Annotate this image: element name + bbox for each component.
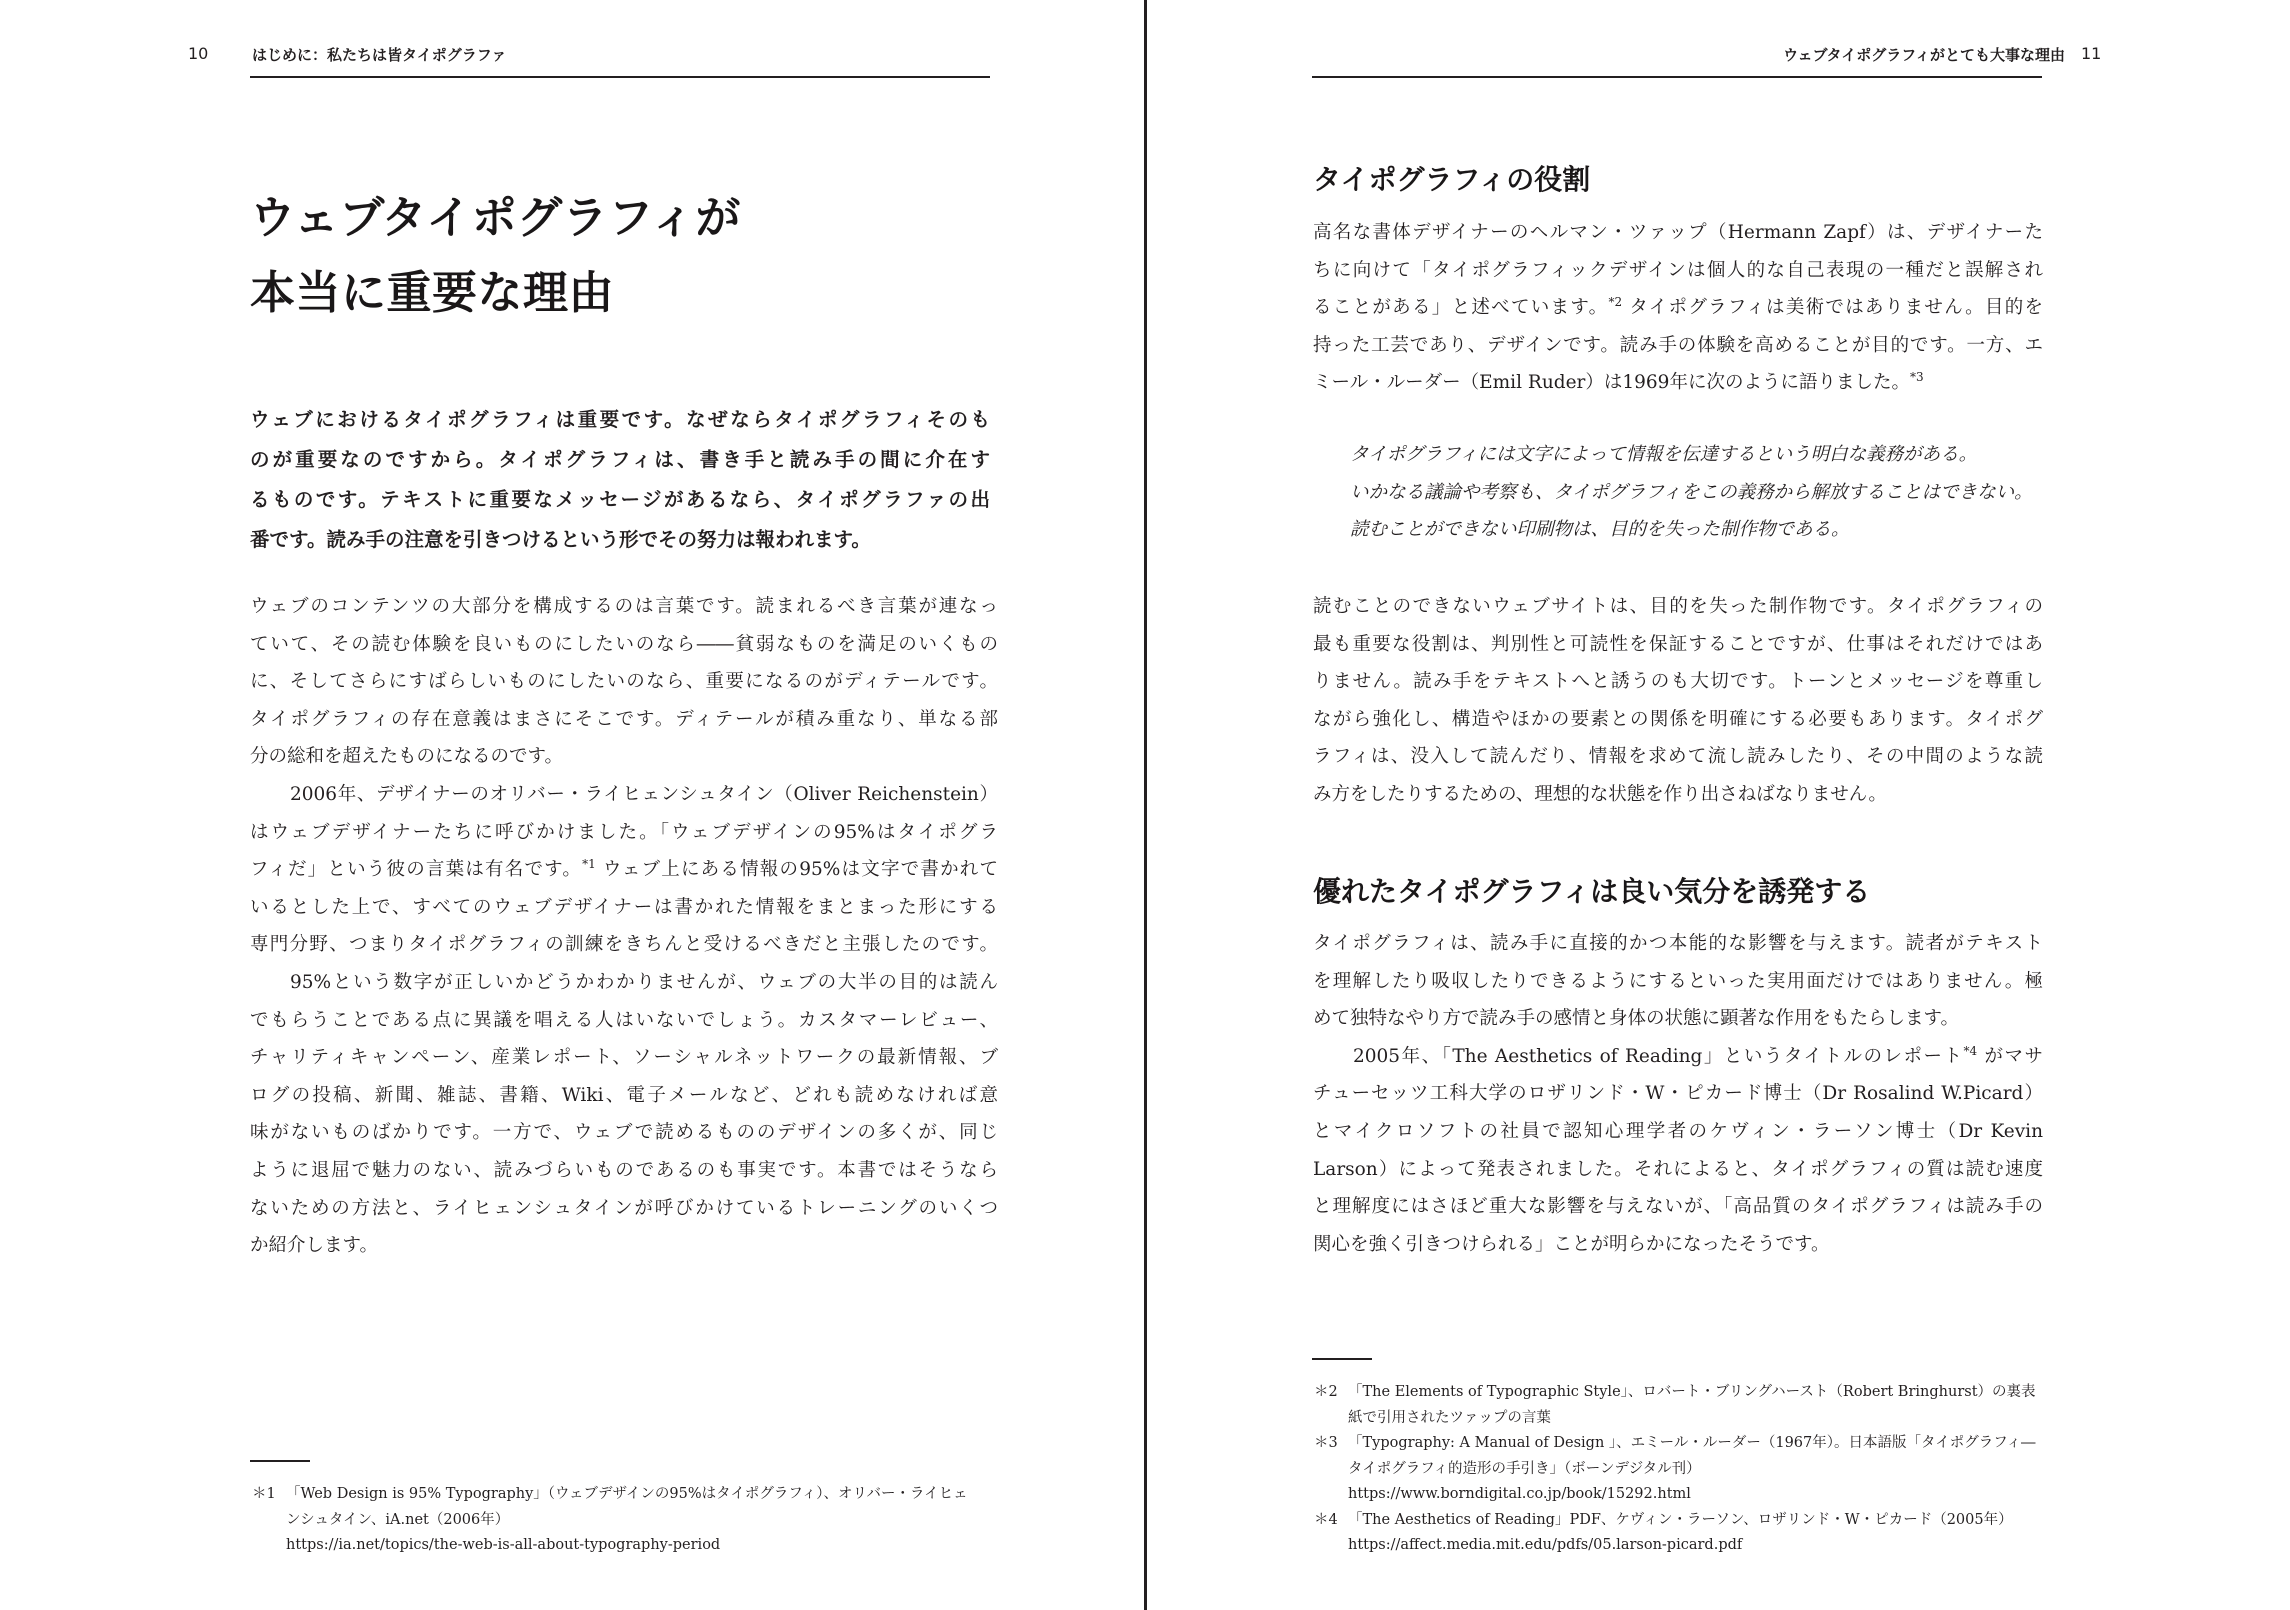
footnote-4-url-row xyxy=(1314,1533,2084,1559)
body-line: に、そしてさらにすばらしいものにしたいのなら、重要になるのがディテールです。 xyxy=(250,671,998,693)
body-line: か紹介します。 xyxy=(250,1235,379,1257)
body-line: Larson）によって発表されました。それによると、タイポグラフィの質は読む速度 xyxy=(1313,1158,2043,1180)
footnote-mark: ＊1 xyxy=(252,1486,276,1502)
footnote-3-cont xyxy=(1314,1457,2084,1483)
body-line: み方をしたりするための、理想的な状態を作り出さねばなりません。 xyxy=(1313,783,1887,805)
chapter-title-line: ウェブタイポグラフィが xyxy=(250,191,742,244)
body-line xyxy=(250,851,998,889)
section-heading-mood: 優れたタイポグラフィは良い気分を誘発する xyxy=(1313,875,1871,908)
body-line: ラフィは、没入して読んだり、情報を求めて流し読みしたり、その中間のような読 xyxy=(1313,746,2043,768)
body-line: と理解度にはさほど重大な影響を与えないが、「高品質のタイポグラフィは読み手の xyxy=(1313,1196,2043,1218)
body-text: タイポグラフィは美術ではありません。目的を xyxy=(1629,297,2043,319)
block-quote xyxy=(1350,436,2070,549)
body-line: いるとした上で、すべてのウェブデザイナーは書かれた情報をまとまった形にする xyxy=(250,896,998,918)
footnote-rule-right xyxy=(1312,1358,1372,1360)
chapter-title xyxy=(250,180,741,330)
body-line: ように退屈で魅力のない、読みづらいものであるのも事実です。本書ではそうなら xyxy=(250,1159,998,1181)
section-heading-role: タイポグラフィの役割 xyxy=(1313,163,1591,196)
footnote-rule-left xyxy=(250,1460,310,1462)
body-text: がマサ xyxy=(1984,1045,2043,1067)
body-text-left xyxy=(250,588,998,1265)
footnote-url-link[interactable]: https://ia.net/topics/the-web-is-all-about-typography-period xyxy=(286,1537,721,1553)
body-text-right-3 xyxy=(1313,925,2043,1263)
body-line: ログの投稿、新聞、雑誌、書籍、Wiki、電子メールなど、どれも読めなければ意 xyxy=(250,1084,998,1106)
footnote-mark: ＊2 xyxy=(1314,1384,1338,1400)
body-line: 高名な書体デザイナーのヘルマン・ツァップ（Hermann Zapf）は、デザイナーた xyxy=(1313,222,2043,243)
body-line: ちに向けて「タイポグラフィックデザインは個人的な自己表現の一種だと誤解され xyxy=(1313,259,2043,281)
body-text: フィだ」という彼の言葉は有名です。 xyxy=(250,859,583,881)
footnote-url-link[interactable]: https://www.borndigital.co.jp/book/15292.html xyxy=(1348,1486,1691,1502)
running-head-right: ウェブタイポグラフィがとても大事な理由 xyxy=(1783,46,2065,64)
footnote-text: ンシュタイン、iA.net（2006年） xyxy=(286,1511,510,1528)
footnote-text: 「Typography: A Manual of Design 」、エミール・ルーダー（1967年）。日本語版「タイポグラフィ― xyxy=(1348,1435,2036,1451)
footnote-2-cont xyxy=(1314,1406,2084,1432)
body-line: 95%という数字が正しいかどうかわかりませんが、ウェブの大半の目的は読ん xyxy=(290,971,998,993)
lead-paragraph xyxy=(250,400,990,560)
body-text: ることがある」と述べています。 xyxy=(1313,297,1609,319)
page-number-right: 11 xyxy=(2081,44,2102,63)
body-line: 読むことのできないウェブサイトは、目的を失った制作物です。タイポグラフィの xyxy=(1313,596,2043,617)
footnote-ref[interactable]: *4 xyxy=(1963,1043,1978,1058)
footnote-3 xyxy=(1314,1431,2084,1457)
quote-line: いかなる議論や考察も、タイポグラフィをこの義務から解放することはできない。 xyxy=(1350,481,2033,503)
body-line: 味がないものばかりです。一方で、ウェブで読めるもののデザインの多くが、同じ xyxy=(250,1122,998,1144)
footnote-text: 「The Elements of Typographic Style」、ロバート・ブリングハースト（Robert Bringhurst）の裏表 xyxy=(1348,1384,2036,1400)
body-line: 持った工芸であり、デザインです。読み手の体験を高めることが目的です。一方、エ xyxy=(1313,334,2043,356)
body-text-right-2 xyxy=(1313,588,2043,814)
footnote-text: タイポグラフィ的造形の手引き」（ボーンデジタル刊） xyxy=(1348,1460,1701,1477)
body-text: ウェブ上にある情報の95%は文字で書かれて xyxy=(602,859,998,881)
body-line: でもらうことである点に異議を唱える人はいないでしょう。カスタマーレビュー、 xyxy=(250,1009,998,1031)
body-line: チューセッツ工科大学のロザリンド・W・ピカード博士（Dr Rosalind W.Picard） xyxy=(1313,1083,2043,1105)
body-line: とマイクロソフトの社員で認知心理学者のケヴィン・ラーソン博士（Dr Kevin xyxy=(1313,1120,2043,1142)
footnote-2 xyxy=(1314,1380,2084,1406)
body-line xyxy=(1313,1038,2043,1076)
chapter-title-line: 本当に重要な理由 xyxy=(250,266,615,319)
lead-line: るものです。テキストに重要なメッセージがあるなら、タイポグラファの出 xyxy=(250,488,990,511)
footnote-4 xyxy=(1314,1508,2084,1534)
footnote-text: 「The Aesthetics of Reading」PDF、ケヴィン・ラーソン、ロザリンド・W・ピカード（2005年） xyxy=(1348,1511,2013,1528)
body-line xyxy=(1313,364,2043,402)
footnote-1-url-row xyxy=(252,1533,1012,1559)
footnote-text: 紙で引用されたツァップの言葉 xyxy=(1348,1409,1551,1426)
lead-line: 番です。読み手の注意を引きつけるという形でその努力は報われます。 xyxy=(250,528,871,551)
body-line: タイポグラフィは、読み手に直接的かつ本能的な影響を与えます。読者がテキスト xyxy=(1313,933,2043,954)
body-line: ていて、その読む体験を良いものにしたいのなら――貧弱なものを満足のいくもの xyxy=(250,633,998,655)
body-text: 2005年、「The Aesthetics of Reading」というタイトルのレポート xyxy=(1353,1045,1964,1067)
running-head-left: はじめに：私たちは皆タイポグラファ xyxy=(252,46,507,64)
body-line: ないための方法と、ライヒェンシュタインが呼びかけているトレーニングのいくつ xyxy=(250,1197,998,1219)
footnote-text: 「Web Design is 95% Typography」（ウェブデザインの95%はタイポグラフィ）、オリバー・ライヒェ xyxy=(286,1486,968,1502)
footnote-1-cont xyxy=(252,1508,1012,1534)
footnote-ref[interactable]: *3 xyxy=(1909,370,1924,385)
body-line: ウェブのコンテンツの大部分を構成するのは言葉です。読まれるべき言葉が連なっ xyxy=(250,596,998,617)
lead-line: ウェブにおけるタイポグラフィは重要です。なぜならタイポグラフィそのも xyxy=(250,408,990,431)
body-text-right-1 xyxy=(1313,214,2043,402)
quote-line: 読むことができない印刷物は、目的を失った制作物である。 xyxy=(1350,519,1850,540)
body-line: 関心を強く引きつけられる」ことが明らかになったそうです。 xyxy=(1313,1233,1830,1255)
header-rule-left xyxy=(250,76,990,78)
lead-line: のが重要なのですから。タイポグラフィは、書き手と読み手の間に介在す xyxy=(250,448,990,471)
quote-line: タイポグラフィには文字によって情報を伝達するという明白な義務がある。 xyxy=(1350,444,1978,465)
body-line: 2006年、デザイナーのオリバー・ライヒェンシュタイン（Oliver Reichenstein） xyxy=(290,783,998,805)
body-line: 専門分野、つまりタイポグラフィの訓練をきちんと受けるべきだと主張したのです。 xyxy=(250,934,998,956)
body-line: タイポグラフィの存在意義はまさにそこです。ディテールが積み重なり、単なる部 xyxy=(250,708,998,730)
footnote-ref[interactable]: *2 xyxy=(1608,295,1623,310)
body-line: 最も重要な役割は、判別性と可読性を保証することですが、仕事はそれだけではあ xyxy=(1313,633,2043,655)
footnote-url-link[interactable]: https://affect.media.mit.edu/pdfs/05.larson-picard.pdf xyxy=(1348,1537,1743,1553)
body-line xyxy=(1313,289,2043,327)
body-line: めて独特なやり方で読み手の感情と身体の状態に顕著な作用をもたらします。 xyxy=(1313,1008,1960,1030)
footnote-mark: ＊4 xyxy=(1314,1511,1338,1528)
footnote-1 xyxy=(252,1482,1012,1508)
footnote-ref[interactable]: *1 xyxy=(582,857,596,871)
footnote-mark: ＊3 xyxy=(1314,1435,1338,1451)
body-text: ミール・ルーダー（Emil Ruder）は1969年に次のように語りました。 xyxy=(1313,372,1910,394)
footnotes-right xyxy=(1314,1380,2084,1559)
footnotes-left xyxy=(252,1482,1012,1559)
body-line: はウェブデザイナーたちに呼びかけました。「ウェブデザインの95%はタイポグラ xyxy=(250,821,998,843)
body-line: チャリティキャンペーン、産業レポート、ソーシャルネットワークの最新情報、ブ xyxy=(250,1047,998,1069)
body-line: りません。読み手をテキストへと誘うのも大切です。トーンとメッセージを尊重し xyxy=(1313,671,2043,693)
body-line: ながら強化し、構造やほかの要素との関係を明確にする必要もあります。タイポグ xyxy=(1313,708,2043,730)
body-line: を理解したり吸収したりできるようにするといった実用面だけではありません。極 xyxy=(1313,970,2043,992)
header-rule-right xyxy=(1312,76,2042,78)
body-line: 分の総和を超えたものになるのです。 xyxy=(250,746,564,768)
footnote-3-url-row xyxy=(1314,1482,2084,1508)
page-number-left: 10 xyxy=(188,44,209,63)
